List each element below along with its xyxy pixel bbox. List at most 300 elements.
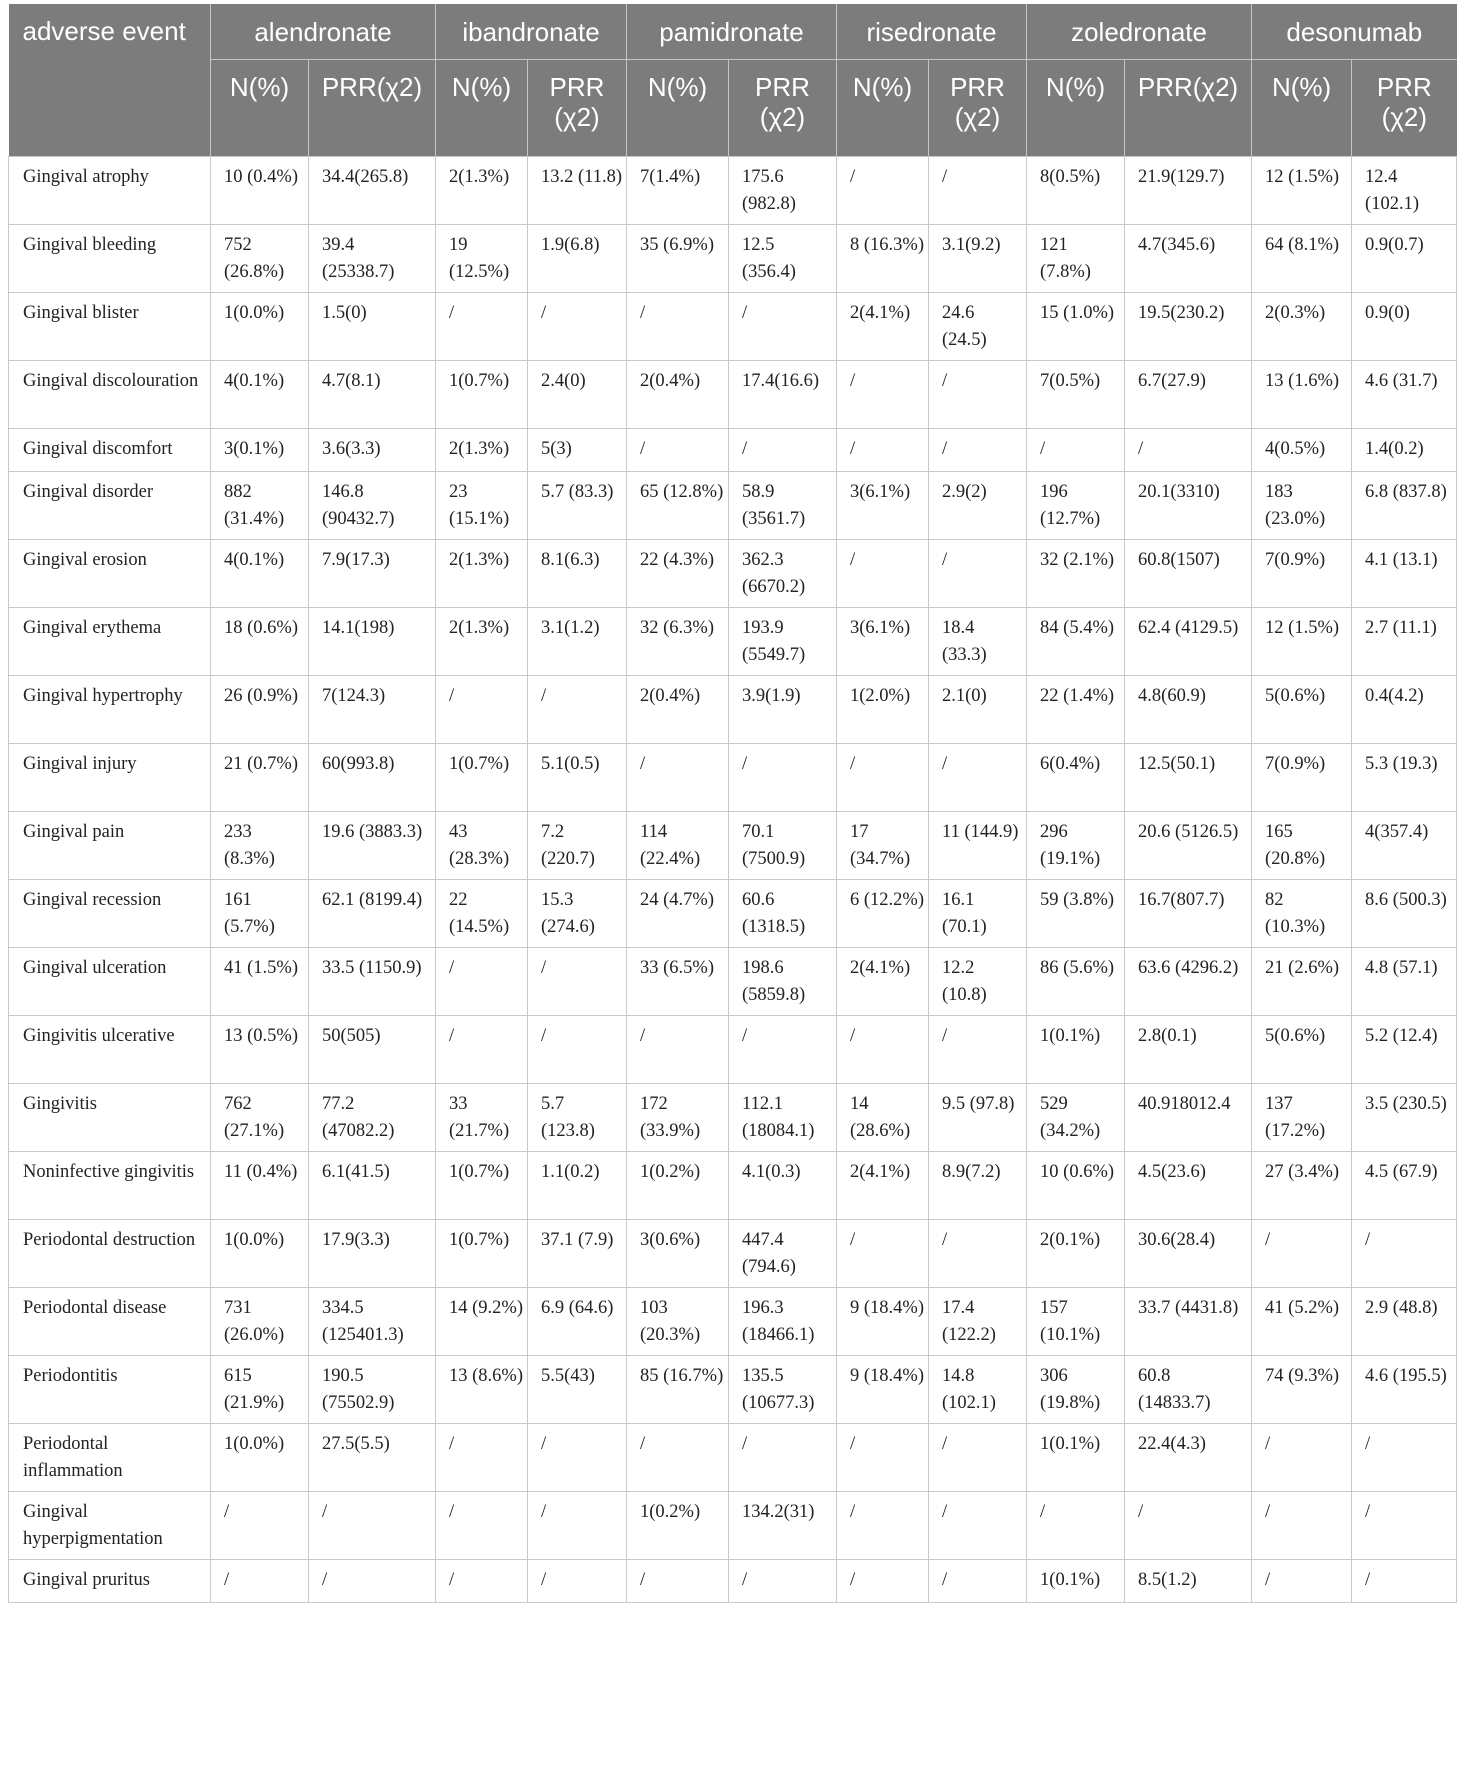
n-percent-cell: 114 (22.4%)	[627, 812, 729, 880]
table-row	[9, 1016, 1457, 1084]
n-percent-cell: 13 (1.6%)	[1252, 361, 1352, 429]
prr-chi2-cell: 4.1 (13.1)	[1352, 540, 1457, 608]
prr-chi2-cell: /	[528, 948, 627, 1016]
n-percent-cell: /	[1252, 1492, 1352, 1560]
prr-chi2-cell: /	[309, 1492, 436, 1560]
n-percent-cell: 1(0.0%)	[211, 1424, 309, 1492]
n-percent-cell: /	[837, 1220, 929, 1288]
prr-chi2-cell: 21.9(129.7)	[1125, 157, 1252, 225]
prr-chi2-cell: 4.6 (31.7)	[1352, 361, 1457, 429]
prr-chi2-cell: 16.1 (70.1)	[929, 880, 1027, 948]
n-percent-cell: 14 (28.6%)	[837, 1084, 929, 1152]
n-percent-cell: 2(1.3%)	[436, 608, 528, 676]
prr-chi2-cell: 27.5(5.5)	[309, 1424, 436, 1492]
table-row	[9, 1356, 1457, 1424]
prr-chi2-cell: 11 (144.9)	[929, 812, 1027, 880]
n-percent-cell: 35 (6.9%)	[627, 225, 729, 293]
n-percent-cell: 1(0.1%)	[1027, 1016, 1125, 1084]
n-percent-cell: /	[211, 1492, 309, 1560]
subheader-prr-chi2: PRR(χ2)	[1125, 60, 1252, 157]
n-percent-cell: /	[211, 1560, 309, 1603]
n-percent-cell: 2(0.3%)	[1252, 293, 1352, 361]
n-percent-cell: 10 (0.6%)	[1027, 1152, 1125, 1220]
n-percent-cell: 26 (0.9%)	[211, 676, 309, 744]
n-percent-cell: /	[1252, 1220, 1352, 1288]
prr-chi2-cell: 12.4 (102.1)	[1352, 157, 1457, 225]
prr-chi2-cell: /	[729, 744, 837, 812]
n-percent-cell: 3(0.1%)	[211, 429, 309, 472]
prr-chi2-cell: /	[929, 157, 1027, 225]
n-percent-cell: 6 (12.2%)	[837, 880, 929, 948]
table-body	[9, 157, 1457, 1603]
n-percent-cell: 12 (1.5%)	[1252, 608, 1352, 676]
n-percent-cell: /	[1252, 1560, 1352, 1603]
n-percent-cell: 32 (6.3%)	[627, 608, 729, 676]
n-percent-cell: /	[627, 744, 729, 812]
prr-chi2-cell: 0.9(0)	[1352, 293, 1457, 361]
prr-chi2-cell: 3.9(1.9)	[729, 676, 837, 744]
n-percent-cell: 17 (34.7%)	[837, 812, 929, 880]
table-row	[9, 1288, 1457, 1356]
n-percent-cell: 9 (18.4%)	[837, 1356, 929, 1424]
n-percent-cell: 86 (5.6%)	[1027, 948, 1125, 1016]
n-percent-cell: /	[837, 744, 929, 812]
adverse-event-cell: Gingival discolouration	[9, 361, 211, 429]
adverse-event-cell: Noninfective gingivitis	[9, 1152, 211, 1220]
prr-chi2-cell: /	[929, 429, 1027, 472]
prr-chi2-cell: 18.4 (33.3)	[929, 608, 1027, 676]
n-percent-cell: 6(0.4%)	[1027, 744, 1125, 812]
n-percent-cell: /	[1252, 1424, 1352, 1492]
n-percent-cell: 731 (26.0%)	[211, 1288, 309, 1356]
n-percent-cell: 19 (12.5%)	[436, 225, 528, 293]
prr-chi2-cell: 175.6 (982.8)	[729, 157, 837, 225]
n-percent-cell: 33 (21.7%)	[436, 1084, 528, 1152]
n-percent-cell: 1(0.2%)	[627, 1152, 729, 1220]
n-percent-cell: 157 (10.1%)	[1027, 1288, 1125, 1356]
n-percent-cell: /	[837, 429, 929, 472]
n-percent-cell: 172 (33.9%)	[627, 1084, 729, 1152]
n-percent-cell: 1(0.1%)	[1027, 1424, 1125, 1492]
prr-chi2-cell: /	[929, 540, 1027, 608]
prr-chi2-cell: 2.7 (11.1)	[1352, 608, 1457, 676]
n-percent-cell: 10 (0.4%)	[211, 157, 309, 225]
prr-chi2-cell: 7.2 (220.7)	[528, 812, 627, 880]
prr-chi2-cell: /	[528, 676, 627, 744]
prr-chi2-cell: 33.5 (1150.9)	[309, 948, 436, 1016]
prr-chi2-cell: 19.5(230.2)	[1125, 293, 1252, 361]
prr-chi2-cell: /	[1125, 1492, 1252, 1560]
prr-chi2-cell: 146.8 (90432.7)	[309, 472, 436, 540]
prr-chi2-cell: 7(124.3)	[309, 676, 436, 744]
prr-chi2-cell: 60.6 (1318.5)	[729, 880, 837, 948]
prr-chi2-cell: 1.9(6.8)	[528, 225, 627, 293]
prr-chi2-cell: 1.1(0.2)	[528, 1152, 627, 1220]
n-percent-cell: /	[627, 293, 729, 361]
prr-chi2-cell: 77.2 (47082.2)	[309, 1084, 436, 1152]
n-percent-cell: 7(0.9%)	[1252, 744, 1352, 812]
n-percent-cell: 3(6.1%)	[837, 608, 929, 676]
adverse-event-cell: Gingival hyperpigmentation	[9, 1492, 211, 1560]
adverse-event-cell: Gingival discomfort	[9, 429, 211, 472]
prr-chi2-cell: /	[1352, 1560, 1457, 1603]
prr-chi2-cell: 12.2 (10.8)	[929, 948, 1027, 1016]
n-percent-cell: /	[436, 1492, 528, 1560]
prr-chi2-cell: 7.9(17.3)	[309, 540, 436, 608]
n-percent-cell: 3(0.6%)	[627, 1220, 729, 1288]
table-row	[9, 540, 1457, 608]
subheader-prr-chi2: PRR(χ2)	[309, 60, 436, 157]
table-row	[9, 1152, 1457, 1220]
n-percent-cell: 74 (9.3%)	[1252, 1356, 1352, 1424]
prr-chi2-cell: 13.2 (11.8)	[528, 157, 627, 225]
n-percent-cell: /	[837, 1492, 929, 1560]
prr-chi2-cell: 4.1(0.3)	[729, 1152, 837, 1220]
n-percent-cell: 4(0.1%)	[211, 361, 309, 429]
n-percent-cell: 121 (7.8%)	[1027, 225, 1125, 293]
prr-chi2-cell: 3.6(3.3)	[309, 429, 436, 472]
prr-chi2-cell: 33.7 (4431.8)	[1125, 1288, 1252, 1356]
n-percent-cell: 22 (14.5%)	[436, 880, 528, 948]
n-percent-cell: 1(0.0%)	[211, 293, 309, 361]
n-percent-cell: 14 (9.2%)	[436, 1288, 528, 1356]
prr-chi2-cell: /	[1352, 1220, 1457, 1288]
n-percent-cell: 1(0.2%)	[627, 1492, 729, 1560]
prr-chi2-cell: 4(357.4)	[1352, 812, 1457, 880]
prr-chi2-cell: 134.2(31)	[729, 1492, 837, 1560]
header-drug-risedronate: risedronate	[837, 4, 1027, 60]
n-percent-cell: 41 (1.5%)	[211, 948, 309, 1016]
prr-chi2-cell: 15.3 (274.6)	[528, 880, 627, 948]
prr-chi2-cell: 4.5(23.6)	[1125, 1152, 1252, 1220]
n-percent-cell: 27 (3.4%)	[1252, 1152, 1352, 1220]
n-percent-cell: 32 (2.1%)	[1027, 540, 1125, 608]
n-percent-cell: 1(0.7%)	[436, 744, 528, 812]
n-percent-cell: 615 (21.9%)	[211, 1356, 309, 1424]
prr-chi2-cell: /	[729, 429, 837, 472]
adverse-event-table	[8, 4, 1457, 1603]
table-row	[9, 676, 1457, 744]
prr-chi2-cell: 4.8 (57.1)	[1352, 948, 1457, 1016]
n-percent-cell: /	[627, 1560, 729, 1603]
prr-chi2-cell: 6.7(27.9)	[1125, 361, 1252, 429]
prr-chi2-cell: 190.5 (75502.9)	[309, 1356, 436, 1424]
n-percent-cell: 1(0.7%)	[436, 1152, 528, 1220]
prr-chi2-cell: 58.9 (3561.7)	[729, 472, 837, 540]
prr-chi2-cell: 62.4 (4129.5)	[1125, 608, 1252, 676]
prr-chi2-cell: 8.6 (500.3)	[1352, 880, 1457, 948]
n-percent-cell: 9 (18.4%)	[837, 1288, 929, 1356]
prr-chi2-cell: 12.5 (356.4)	[729, 225, 837, 293]
prr-chi2-cell: /	[528, 1016, 627, 1084]
n-percent-cell: 41 (5.2%)	[1252, 1288, 1352, 1356]
prr-chi2-cell: 17.4(16.6)	[729, 361, 837, 429]
n-percent-cell: 13 (0.5%)	[211, 1016, 309, 1084]
n-percent-cell: /	[436, 293, 528, 361]
adverse-event-cell: Gingival atrophy	[9, 157, 211, 225]
prr-chi2-cell: 3.5 (230.5)	[1352, 1084, 1457, 1152]
n-percent-cell: 8(0.5%)	[1027, 157, 1125, 225]
prr-chi2-cell: 2.9(2)	[929, 472, 1027, 540]
n-percent-cell: /	[1027, 429, 1125, 472]
table-row	[9, 1560, 1457, 1603]
prr-chi2-cell: 196.3 (18466.1)	[729, 1288, 837, 1356]
prr-chi2-cell: 62.1 (8199.4)	[309, 880, 436, 948]
n-percent-cell: 1(0.7%)	[436, 1220, 528, 1288]
prr-chi2-cell: 5.7 (123.8)	[528, 1084, 627, 1152]
prr-chi2-cell: 30.6(28.4)	[1125, 1220, 1252, 1288]
n-percent-cell: 33 (6.5%)	[627, 948, 729, 1016]
n-percent-cell: /	[436, 676, 528, 744]
subheader-prr-chi2: PRR (χ2)	[929, 60, 1027, 157]
prr-chi2-cell: 14.8 (102.1)	[929, 1356, 1027, 1424]
prr-chi2-cell: 5.2 (12.4)	[1352, 1016, 1457, 1084]
prr-chi2-cell: 5.5(43)	[528, 1356, 627, 1424]
header-row-drugs	[9, 4, 1457, 60]
subheader-n-percent: N(%)	[837, 60, 929, 157]
prr-chi2-cell: 60(993.8)	[309, 744, 436, 812]
prr-chi2-cell: 39.4 (25338.7)	[309, 225, 436, 293]
adverse-event-cell: Gingival ulceration	[9, 948, 211, 1016]
prr-chi2-cell: 9.5 (97.8)	[929, 1084, 1027, 1152]
adverse-event-cell: Gingival erythema	[9, 608, 211, 676]
prr-chi2-cell: 5.7 (83.3)	[528, 472, 627, 540]
adverse-event-cell: Gingival blister	[9, 293, 211, 361]
prr-chi2-cell: /	[729, 1016, 837, 1084]
prr-chi2-cell: 63.6 (4296.2)	[1125, 948, 1252, 1016]
header-drug-pamidronate: pamidronate	[627, 4, 837, 60]
prr-chi2-cell: 24.6 (24.5)	[929, 293, 1027, 361]
n-percent-cell: 4(0.1%)	[211, 540, 309, 608]
prr-chi2-cell: 5(3)	[528, 429, 627, 472]
n-percent-cell: 2(1.3%)	[436, 540, 528, 608]
n-percent-cell: /	[837, 540, 929, 608]
n-percent-cell: 2(4.1%)	[837, 948, 929, 1016]
n-percent-cell: 2(4.1%)	[837, 293, 929, 361]
n-percent-cell: 1(0.0%)	[211, 1220, 309, 1288]
n-percent-cell: 2(1.3%)	[436, 429, 528, 472]
prr-chi2-cell: /	[929, 1016, 1027, 1084]
prr-chi2-cell: 198.6 (5859.8)	[729, 948, 837, 1016]
n-percent-cell: 1(2.0%)	[837, 676, 929, 744]
n-percent-cell: 21 (2.6%)	[1252, 948, 1352, 1016]
n-percent-cell: 11 (0.4%)	[211, 1152, 309, 1220]
n-percent-cell: 183 (23.0%)	[1252, 472, 1352, 540]
n-percent-cell: 165 (20.8%)	[1252, 812, 1352, 880]
prr-chi2-cell: 70.1 (7500.9)	[729, 812, 837, 880]
table-row	[9, 1220, 1457, 1288]
n-percent-cell: 65 (12.8%)	[627, 472, 729, 540]
prr-chi2-cell: 6.8 (837.8)	[1352, 472, 1457, 540]
prr-chi2-cell: 112.1 (18084.1)	[729, 1084, 837, 1152]
subheader-n-percent: N(%)	[1252, 60, 1352, 157]
adverse-event-cell: Gingival disorder	[9, 472, 211, 540]
header-adverse-event: adverse event	[9, 4, 211, 157]
n-percent-cell: 23 (15.1%)	[436, 472, 528, 540]
n-percent-cell: /	[837, 361, 929, 429]
n-percent-cell: 82 (10.3%)	[1252, 880, 1352, 948]
prr-chi2-cell: 8.1(6.3)	[528, 540, 627, 608]
table-row	[9, 1492, 1457, 1560]
prr-chi2-cell: /	[1352, 1424, 1457, 1492]
n-percent-cell: 21 (0.7%)	[211, 744, 309, 812]
n-percent-cell: 882 (31.4%)	[211, 472, 309, 540]
prr-chi2-cell: /	[1125, 429, 1252, 472]
n-percent-cell: 7(1.4%)	[627, 157, 729, 225]
prr-chi2-cell: /	[528, 1492, 627, 1560]
n-percent-cell: 64 (8.1%)	[1252, 225, 1352, 293]
prr-chi2-cell: 1.4(0.2)	[1352, 429, 1457, 472]
n-percent-cell: 2(1.3%)	[436, 157, 528, 225]
prr-chi2-cell: 362.3 (6670.2)	[729, 540, 837, 608]
n-percent-cell: 22 (4.3%)	[627, 540, 729, 608]
n-percent-cell: 24 (4.7%)	[627, 880, 729, 948]
subheader-prr-chi2: PRR (χ2)	[528, 60, 627, 157]
n-percent-cell: 7(0.9%)	[1252, 540, 1352, 608]
n-percent-cell: 1(0.7%)	[436, 361, 528, 429]
n-percent-cell: 161 (5.7%)	[211, 880, 309, 948]
prr-chi2-cell: 4.7(8.1)	[309, 361, 436, 429]
n-percent-cell: 2(0.1%)	[1027, 1220, 1125, 1288]
table-row	[9, 225, 1457, 293]
table-row	[9, 1424, 1457, 1492]
prr-chi2-cell: 2.9 (48.8)	[1352, 1288, 1457, 1356]
prr-chi2-cell: 193.9 (5549.7)	[729, 608, 837, 676]
prr-chi2-cell: /	[528, 293, 627, 361]
n-percent-cell: 2(0.4%)	[627, 676, 729, 744]
prr-chi2-cell: /	[929, 1492, 1027, 1560]
adverse-event-cell: Gingival injury	[9, 744, 211, 812]
table-row	[9, 812, 1457, 880]
header-drug-zoledronate: zoledronate	[1027, 4, 1252, 60]
prr-chi2-cell: 22.4(4.3)	[1125, 1424, 1252, 1492]
table-row	[9, 880, 1457, 948]
n-percent-cell: 8 (16.3%)	[837, 225, 929, 293]
n-percent-cell: /	[627, 1424, 729, 1492]
adverse-event-cell: Gingival bleeding	[9, 225, 211, 293]
n-percent-cell: 22 (1.4%)	[1027, 676, 1125, 744]
subheader-n-percent: N(%)	[436, 60, 528, 157]
n-percent-cell: /	[837, 1560, 929, 1603]
adverse-event-cell: Periodontitis	[9, 1356, 211, 1424]
n-percent-cell: 13 (8.6%)	[436, 1356, 528, 1424]
prr-chi2-cell: /	[729, 293, 837, 361]
n-percent-cell: 762 (27.1%)	[211, 1084, 309, 1152]
prr-chi2-cell: 3.1(1.2)	[528, 608, 627, 676]
subheader-n-percent: N(%)	[627, 60, 729, 157]
adverse-event-cell: Periodontal inflammation	[9, 1424, 211, 1492]
prr-chi2-cell: 14.1(198)	[309, 608, 436, 676]
prr-chi2-cell: 5.1(0.5)	[528, 744, 627, 812]
prr-chi2-cell: /	[929, 361, 1027, 429]
prr-chi2-cell: 6.1(41.5)	[309, 1152, 436, 1220]
prr-chi2-cell: 1.5(0)	[309, 293, 436, 361]
prr-chi2-cell: /	[929, 1560, 1027, 1603]
n-percent-cell: 59 (3.8%)	[1027, 880, 1125, 948]
n-percent-cell: 12 (1.5%)	[1252, 157, 1352, 225]
adverse-event-cell: Periodontal destruction	[9, 1220, 211, 1288]
n-percent-cell: /	[436, 1016, 528, 1084]
prr-chi2-cell: 8.5(1.2)	[1125, 1560, 1252, 1603]
n-percent-cell: 752 (26.8%)	[211, 225, 309, 293]
n-percent-cell: /	[837, 157, 929, 225]
prr-chi2-cell: /	[729, 1424, 837, 1492]
prr-chi2-cell: 19.6 (3883.3)	[309, 812, 436, 880]
header-drug-desonumab: desonumab	[1252, 4, 1457, 60]
prr-chi2-cell: /	[929, 1424, 1027, 1492]
n-percent-cell: 103 (20.3%)	[627, 1288, 729, 1356]
n-percent-cell: 15 (1.0%)	[1027, 293, 1125, 361]
prr-chi2-cell: 60.8(1507)	[1125, 540, 1252, 608]
table-row	[9, 472, 1457, 540]
n-percent-cell: 84 (5.4%)	[1027, 608, 1125, 676]
prr-chi2-cell: 60.8 (14833.7)	[1125, 1356, 1252, 1424]
header-row-metrics	[9, 60, 1457, 157]
table-row	[9, 608, 1457, 676]
table-row	[9, 429, 1457, 472]
prr-chi2-cell: 16.7(807.7)	[1125, 880, 1252, 948]
prr-chi2-cell: 2.4(0)	[528, 361, 627, 429]
table-row	[9, 1084, 1457, 1152]
n-percent-cell: 1(0.1%)	[1027, 1560, 1125, 1603]
table-row	[9, 293, 1457, 361]
prr-chi2-cell: /	[1352, 1492, 1457, 1560]
prr-chi2-cell: /	[929, 1220, 1027, 1288]
prr-chi2-cell: 3.1(9.2)	[929, 225, 1027, 293]
n-percent-cell: 529 (34.2%)	[1027, 1084, 1125, 1152]
prr-chi2-cell: 4.5 (67.9)	[1352, 1152, 1457, 1220]
n-percent-cell: /	[627, 429, 729, 472]
prr-chi2-cell: /	[929, 744, 1027, 812]
n-percent-cell: /	[436, 1424, 528, 1492]
prr-chi2-cell: 0.9(0.7)	[1352, 225, 1457, 293]
n-percent-cell: /	[837, 1424, 929, 1492]
adverse-event-cell: Gingival hypertrophy	[9, 676, 211, 744]
prr-chi2-cell: 135.5 (10677.3)	[729, 1356, 837, 1424]
n-percent-cell: /	[436, 1560, 528, 1603]
prr-chi2-cell: /	[528, 1424, 627, 1492]
n-percent-cell: /	[627, 1016, 729, 1084]
prr-chi2-cell: /	[309, 1560, 436, 1603]
adverse-event-cell: Gingival erosion	[9, 540, 211, 608]
n-percent-cell: 5(0.6%)	[1252, 1016, 1352, 1084]
subheader-n-percent: N(%)	[1027, 60, 1125, 157]
n-percent-cell: 2(0.4%)	[627, 361, 729, 429]
n-percent-cell: 196 (12.7%)	[1027, 472, 1125, 540]
adverse-event-cell: Gingival pruritus	[9, 1560, 211, 1603]
prr-chi2-cell: 2.8(0.1)	[1125, 1016, 1252, 1084]
prr-chi2-cell: 334.5 (125401.3)	[309, 1288, 436, 1356]
n-percent-cell: 2(4.1%)	[837, 1152, 929, 1220]
prr-chi2-cell: 40.918012.4	[1125, 1084, 1252, 1152]
prr-chi2-cell: 17.4 (122.2)	[929, 1288, 1027, 1356]
n-percent-cell: 18 (0.6%)	[211, 608, 309, 676]
table-header	[9, 4, 1457, 157]
n-percent-cell: /	[837, 1016, 929, 1084]
prr-chi2-cell: 0.4(4.2)	[1352, 676, 1457, 744]
n-percent-cell: 4(0.5%)	[1252, 429, 1352, 472]
n-percent-cell: 137 (17.2%)	[1252, 1084, 1352, 1152]
n-percent-cell: 85 (16.7%)	[627, 1356, 729, 1424]
prr-chi2-cell: 6.9 (64.6)	[528, 1288, 627, 1356]
prr-chi2-cell: 17.9(3.3)	[309, 1220, 436, 1288]
prr-chi2-cell: 37.1 (7.9)	[528, 1220, 627, 1288]
adverse-event-table-container	[8, 4, 1456, 1603]
prr-chi2-cell: 12.5(50.1)	[1125, 744, 1252, 812]
adverse-event-cell: Periodontal disease	[9, 1288, 211, 1356]
prr-chi2-cell: 5.3 (19.3)	[1352, 744, 1457, 812]
subheader-prr-chi2: PRR (χ2)	[729, 60, 837, 157]
